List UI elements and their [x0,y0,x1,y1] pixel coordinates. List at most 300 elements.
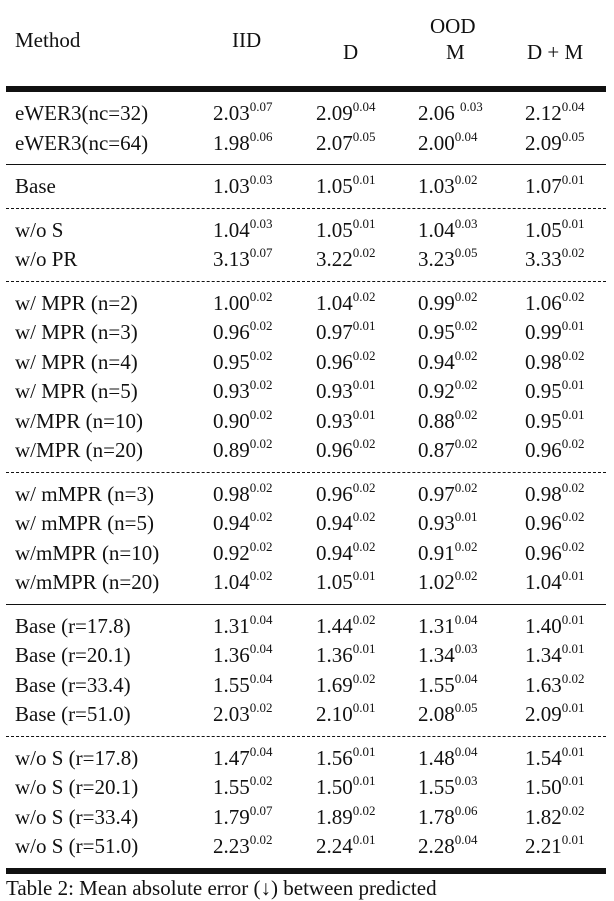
std-value: 0.04 [249,743,273,759]
value-cell [418,318,478,350]
mean-value: 1.34 [525,643,562,667]
header-method: Method [15,28,81,52]
std-value: 0.04 [249,670,273,686]
std-value: 0.04 [352,99,376,114]
value-cell [316,509,376,541]
std-value: 0.06 [249,128,273,144]
mean-value: 3.22 [316,247,353,271]
std-value: 0.03 [454,215,478,231]
value-cell [213,318,273,350]
mean-value: 1.04 [316,290,353,315]
std-value: 0.02 [249,406,273,422]
mean-value: 1.89 [316,804,353,829]
value-cell [418,348,478,380]
mean-value: 1.05 [316,217,353,242]
value-cell [525,612,585,644]
std-value: 0.02 [352,538,376,554]
mean-value: 1.78 [418,804,455,829]
value-cell [525,803,585,835]
value-cell [418,744,478,776]
table-row [6,99,606,129]
header-d-plus-m: D + M [527,40,584,64]
mean-value: 0.96 [525,540,562,565]
value-cell [213,436,273,468]
method-cell: Base (r=20.1) [15,643,131,667]
mean-value: 1.36 [213,643,250,667]
value-cell [213,407,273,439]
method-cell: w/ mMPR (n=5) [15,511,155,535]
std-value: 0.02 [561,509,585,524]
table-row [6,832,606,862]
std-value: 0.04 [454,743,478,759]
value-cell [418,509,478,541]
value-cell [525,216,585,248]
std-value: 0.01 [352,568,376,583]
value-cell [418,172,478,204]
std-value: 0.01 [561,773,585,788]
std-value: 0.01 [561,215,585,231]
table-row [6,612,606,642]
value-cell [316,377,376,409]
mean-value: 0.88 [418,408,455,433]
mean-value: 0.96 [525,511,562,535]
std-value: 0.05 [352,128,376,144]
value-cell [316,700,376,732]
value-cell [316,568,376,600]
table-row [6,641,606,671]
mean-value: 1.54 [525,745,562,770]
value-cell [525,289,585,321]
value-cell [316,172,376,204]
value-cell [418,377,478,409]
row-group [6,473,606,604]
table-header [6,0,606,86]
value-cell [213,612,273,644]
mean-value: 1.98 [213,130,250,155]
std-value: 0.02 [454,347,478,363]
method-cell: w/o S (r=17.8) [15,745,139,770]
row-group [6,209,606,281]
std-value: 0.02 [249,318,273,333]
value-cell [213,245,273,277]
mean-value: 0.98 [525,349,562,374]
value-cell [316,348,376,380]
std-value: 0.02 [249,832,273,847]
table-row [6,700,606,730]
value-cell [525,671,585,703]
value-cell [525,129,585,161]
std-value: 0.02 [561,538,585,554]
value-cell [316,832,376,864]
row-group [6,737,606,868]
value-cell [213,172,273,204]
std-value: 0.02 [561,245,585,260]
method-cell: w/o S (r=20.1) [15,775,139,799]
mean-value: 1.05 [525,217,562,242]
value-cell [213,509,273,541]
method-cell: w/ mMPR (n=3) [15,481,155,506]
mean-value: 0.92 [213,540,250,565]
mean-value: 0.94 [316,511,353,535]
method-cell: w/ MPR (n=4) [15,349,138,374]
table-row [6,216,606,246]
method-cell: w/o PR [15,247,78,271]
mean-value: 0.91 [418,540,455,565]
mean-value: 1.79 [213,804,250,829]
value-cell [525,773,585,805]
value-cell [418,289,478,321]
value-cell [525,568,585,600]
std-value: 0.01 [352,832,376,847]
std-value: 0.03 [460,99,483,114]
results-table [6,0,606,874]
value-cell [213,832,273,864]
method-cell: w/o S [15,217,64,242]
mean-value: 2.24 [316,834,353,858]
mean-value: 0.99 [525,320,562,344]
mean-value: 1.31 [418,613,455,638]
value-cell [418,129,478,161]
value-cell [525,436,585,468]
std-value: 0.02 [249,538,273,554]
mean-value: 0.97 [418,481,455,506]
method-cell: Base [15,174,56,198]
std-value: 0.02 [561,802,585,818]
std-value: 0.01 [561,700,585,715]
mean-value: 0.96 [316,481,353,506]
value-cell [213,803,273,835]
std-value: 0.01 [352,406,376,422]
std-value: 0.02 [454,406,478,422]
value-cell [418,568,478,600]
std-value: 0.02 [454,377,478,392]
value-cell [213,480,273,512]
std-value: 0.01 [352,377,376,392]
value-cell [418,700,478,732]
value-cell [525,377,585,409]
value-cell [525,744,585,776]
std-value: 0.01 [352,172,376,187]
value-cell [525,480,585,512]
value-cell [213,289,273,321]
value-cell [316,803,376,835]
table-row [6,436,606,466]
std-value: 0.02 [454,538,478,554]
value-cell [525,407,585,439]
header-iid: IID [232,28,262,52]
value-cell [316,671,376,703]
value-cell [213,129,273,161]
method-cell: w/MPR (n=10) [15,408,143,433]
mean-value: 0.97 [316,320,353,344]
mean-value: 0.96 [525,438,562,462]
std-value: 0.01 [352,641,376,656]
value-cell [316,539,376,571]
mean-value: 0.93 [213,379,250,403]
row-group [6,605,606,736]
header-d: D [343,40,359,64]
value-cell [418,436,478,468]
method-cell: eWER3(nc=64) [15,130,149,155]
table-row [6,671,606,701]
table-row [6,539,606,569]
row-group [6,282,606,472]
mean-value: 1.02 [418,570,455,594]
value-cell [525,99,585,131]
table-row [6,480,606,510]
method-cell: w/mMPR (n=20) [15,570,160,594]
table-row [6,773,606,803]
mean-value: 1.04 [213,217,250,242]
std-value: 0.06 [454,802,478,818]
value-cell [316,436,376,468]
std-value: 0.01 [561,172,585,187]
std-value: 0.02 [561,347,585,363]
value-cell [525,539,585,571]
std-value: 0.02 [561,670,585,686]
mean-value: 0.96 [316,349,353,374]
mean-value: 2.03 [213,101,250,125]
std-value: 0.02 [249,288,273,304]
std-value: 0.03 [454,641,478,656]
table-row [6,568,606,598]
std-value: 0.04 [454,611,478,627]
value-cell [525,700,585,732]
table-row [6,289,606,319]
std-value: 0.01 [561,406,585,422]
std-value: 0.04 [561,99,585,114]
std-value: 0.02 [561,288,585,304]
mean-value: 2.09 [525,702,562,726]
value-cell [316,773,376,805]
table-row [6,377,606,407]
value-cell [418,612,478,644]
value-cell [525,832,585,864]
mean-value: 1.04 [525,570,562,594]
mean-value: 1.47 [213,745,250,770]
value-cell [418,99,483,131]
mean-value: 1.04 [418,217,455,242]
value-cell [418,832,478,864]
std-value: 0.02 [561,436,585,451]
value-cell [213,744,273,776]
value-cell [213,216,273,248]
header-ood: OOD [430,14,476,38]
mean-value: 0.93 [316,408,353,433]
table-row [6,245,606,275]
mean-value: 0.98 [213,481,250,506]
mean-value: 1.44 [316,613,353,638]
std-value: 0.04 [454,832,478,847]
mean-value: 2.12 [525,101,562,125]
mean-value: 1.55 [418,775,455,799]
std-value: 0.01 [561,611,585,627]
std-value: 0.02 [454,318,478,333]
method-cell: Base (r=51.0) [15,702,131,726]
value-cell [525,509,585,541]
value-cell [316,407,376,439]
mean-value: 1.00 [213,290,250,315]
value-cell [213,671,273,703]
method-cell: w/o S (r=33.4) [15,804,139,829]
std-value: 0.02 [352,802,376,818]
value-cell [418,641,478,673]
mean-value: 1.82 [525,804,562,829]
header-m: M [446,40,465,64]
std-value: 0.01 [352,318,376,333]
std-value: 0.02 [249,377,273,392]
std-value: 0.02 [454,436,478,451]
mean-value: 0.95 [213,349,250,374]
std-value: 0.02 [352,479,376,495]
mean-value: 1.56 [316,745,353,770]
table-row [6,509,606,539]
std-value: 0.02 [352,245,376,260]
mean-value: 0.93 [418,511,455,535]
value-cell [316,318,376,350]
mean-value: 2.08 [418,702,455,726]
mean-value: 1.55 [213,775,250,799]
std-value: 0.03 [249,215,273,231]
method-cell: w/MPR (n=20) [15,438,143,462]
value-cell [418,539,478,571]
std-value: 0.01 [352,773,376,788]
mean-value: 1.06 [525,290,562,315]
std-value: 0.02 [249,436,273,451]
mean-value: 2.09 [525,130,562,155]
std-value: 0.05 [454,245,478,260]
std-value: 0.02 [352,436,376,451]
mean-value: 1.50 [525,775,562,799]
mean-value: 2.10 [316,702,353,726]
mean-value: 1.05 [316,174,353,198]
mean-value: 1.34 [418,643,455,667]
mean-value: 1.69 [316,672,353,697]
value-cell [418,216,478,248]
table-body [6,92,606,868]
value-cell [316,216,376,248]
std-value: 0.02 [249,568,273,583]
mean-value: 1.05 [316,570,353,594]
mean-value: 0.95 [525,408,562,433]
std-value: 0.02 [454,479,478,495]
std-value: 0.01 [352,215,376,231]
mean-value: 3.23 [418,247,455,271]
std-value: 0.02 [249,347,273,363]
method-cell: w/ MPR (n=2) [15,290,138,315]
mean-value: 2.03 [213,702,250,726]
std-value: 0.02 [352,670,376,686]
mean-value: 2.28 [418,834,455,858]
mean-value: 2.09 [316,101,353,125]
std-value: 0.04 [454,128,478,144]
table-row [6,318,606,348]
mean-value: 0.99 [418,290,455,315]
value-cell [418,671,478,703]
mean-value: 2.06 [418,101,460,125]
mean-value: 2.21 [525,834,562,858]
value-cell [418,245,478,277]
mean-value: 0.96 [316,438,353,462]
mean-value: 1.36 [316,643,353,667]
value-cell [525,172,585,204]
value-cell [316,744,376,776]
mean-value: 0.94 [213,511,250,535]
mean-value: 1.55 [213,672,250,697]
table-row [6,803,606,833]
mean-value: 0.95 [525,379,562,403]
value-cell [213,99,273,131]
std-value: 0.01 [561,743,585,759]
mean-value: 0.92 [418,379,455,403]
value-cell [213,348,273,380]
method-cell: Base (r=33.4) [15,672,131,697]
mean-value: 1.31 [213,613,250,638]
std-value: 0.03 [454,773,478,788]
mean-value: 1.07 [525,174,562,198]
table-caption: Table 2: Mean absolute error (↓) between predicted [6,876,437,900]
std-value: 0.01 [561,568,585,583]
value-cell [316,245,376,277]
std-value: 0.07 [249,99,273,114]
value-cell [213,377,273,409]
method-cell: w/o S (r=51.0) [15,834,139,858]
std-value: 0.02 [352,509,376,524]
bottom-rule [6,868,606,874]
value-cell [525,348,585,380]
mean-value: 0.93 [316,379,353,403]
mean-value: 0.87 [418,438,455,462]
value-cell [316,612,376,644]
value-cell [213,773,273,805]
std-value: 0.04 [249,641,273,656]
value-cell [525,318,585,350]
mean-value: 1.40 [525,613,562,638]
mean-value: 0.96 [213,320,250,344]
std-value: 0.05 [454,700,478,715]
table-row [6,407,606,437]
mean-value: 3.33 [525,247,562,271]
mean-value: 0.90 [213,408,250,433]
table-row [6,744,606,774]
value-cell [316,641,376,673]
mean-value: 0.94 [316,540,353,565]
value-cell [525,641,585,673]
std-value: 0.02 [249,479,273,495]
std-value: 0.02 [352,347,376,363]
std-value: 0.02 [249,773,273,788]
std-value: 0.02 [561,479,585,495]
std-value: 0.01 [352,743,376,759]
mean-value: 0.98 [525,481,562,506]
std-value: 0.02 [454,288,478,304]
std-value: 0.01 [561,377,585,392]
method-cell: w/ MPR (n=5) [15,379,138,403]
method-cell: eWER3(nc=32) [15,101,149,125]
std-value: 0.01 [561,318,585,333]
value-cell [418,803,478,835]
std-value: 0.02 [454,172,478,187]
mean-value: 1.03 [418,174,455,198]
table-row [6,129,606,159]
method-cell: w/ MPR (n=3) [15,320,138,344]
value-cell [418,773,478,805]
std-value: 0.03 [249,172,273,187]
mean-value: 1.48 [418,745,455,770]
std-value: 0.01 [454,509,478,524]
std-value: 0.01 [561,641,585,656]
row-group [6,165,606,208]
